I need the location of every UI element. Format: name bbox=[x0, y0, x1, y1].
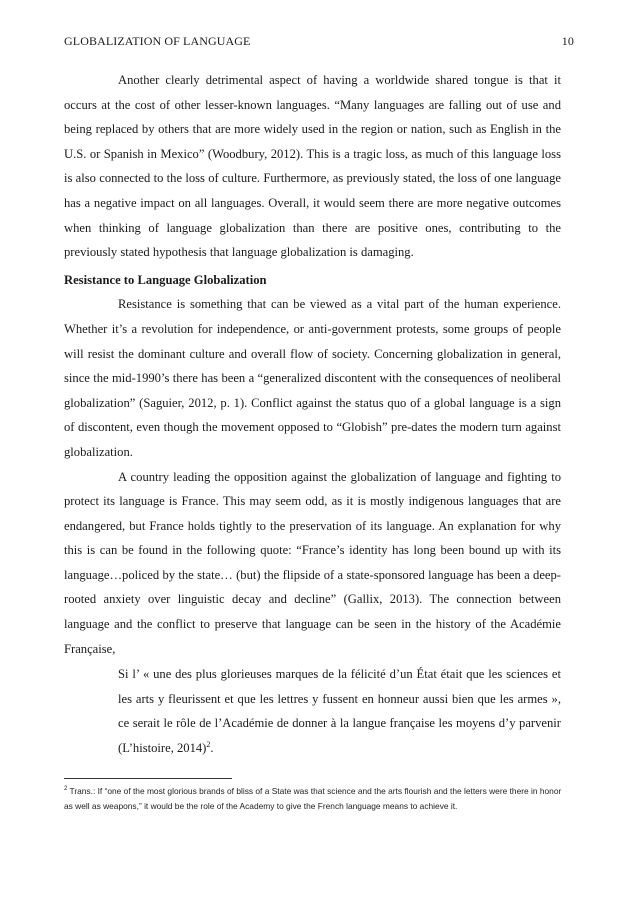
block-quote-academie bbox=[64, 662, 561, 760]
footnote bbox=[64, 784, 564, 814]
footnote-marker: 2 bbox=[64, 786, 68, 793]
body-text bbox=[64, 68, 561, 761]
paragraph-france: A country leading the opposition against the globalization of language and fighting to protect its language is France. This may seem odd, as it is mostly indigenous languages that are endangered, but France holds tightly to the preservation of its language. An explanation for why this is can be found in the following quote: “France’s identity has long been bound up with its language…policed by the state… (but) the flipside of a state-sponsored language has been a deep-rooted anxiety over linguistic decay and decline” (Gallix, 2013). The connection between language and the conflict to preserve that language can be seen in the history of the Académie Française, bbox=[64, 469, 561, 656]
section-heading: Resistance to Language Globalization bbox=[64, 272, 267, 287]
quote-text: Si l’ « une des plus glorieuses marques de la félicité d’un État était que les sciences et les arts y fleurissent et que les lettres y fussent en honneur aussi bien que les armes », ce serait le rôle de l’Académie de donner à la langue française les moyens d’y parvenir (L’histoire, 2014) bbox=[118, 667, 561, 756]
paragraph-resistance: Resistance is something that can be viewed as a vital part of the human experience. Whether it’s a revolution for independence, or anti-government protests, some groups of people will resist the dominant culture and overall flow of society. Concerning globalization in general, since the mid-1990’s there has been a “generalized discontent with the consequences of neoliberal globalization” (Saguier, 2012, p. 1). Conflict against the status quo of a global language is a sign of discontent, even though the movement opposed to “Globish” pre-dates the modern turn against globalization. bbox=[64, 297, 561, 459]
page-number: 10 bbox=[561, 34, 574, 48]
footnote-text: Trans.: If “one of the most glorious brands of bliss of a State was that science and the arts flourish and the letters were there in honor as well as weapons,” it would be the role of the Academy to give the French language means to achieve it. bbox=[64, 786, 562, 811]
running-header bbox=[64, 34, 574, 50]
paragraph-language-loss: Another clearly detrimental aspect of having a worldwide shared tongue is that it occurs at the cost of other lesser-known languages. “Many languages are falling out of use and being replaced by others that are more widely used in the region or nation, such as English in the U.S. or Spanish in Mexico” (Woodbury, 2012). This is a tragic loss, as much of this language loss is also connected to the loss of culture. Furthermore, as previously stated, the loss of one language has a negative impact on all languages. Overall, it would seem there are more negative outcomes when thinking of language globalization than there are positive ones, contributing to the previously stated hypothesis that language globalization is damaging. bbox=[64, 73, 561, 260]
running-head-title: GLOBALIZATION OF LANGUAGE bbox=[64, 34, 251, 48]
quote-period: . bbox=[210, 741, 214, 756]
footnote-reference[interactable]: 2 bbox=[206, 739, 211, 749]
footnote-separator bbox=[64, 778, 232, 779]
